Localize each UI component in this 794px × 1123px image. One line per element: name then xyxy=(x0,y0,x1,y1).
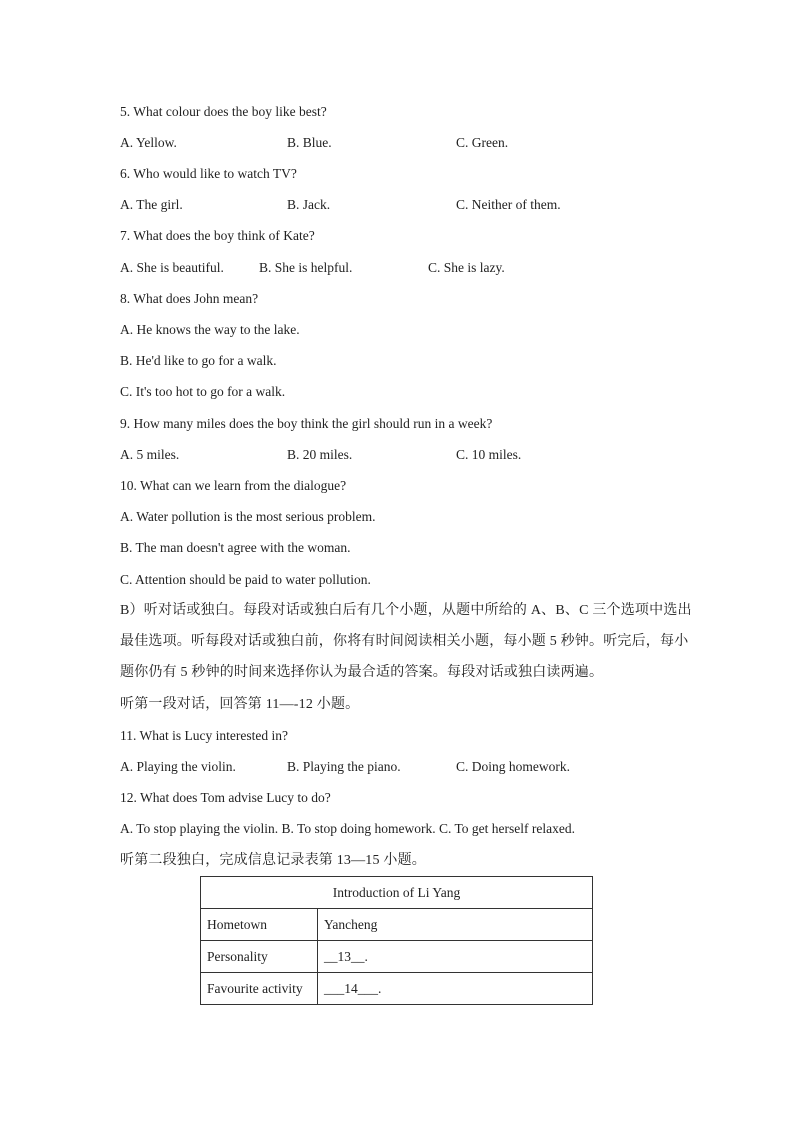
question-11-stem: 11. What is Lucy interested in? xyxy=(120,728,288,743)
question-10-option-b: B. The man doesn't agree with the woman. xyxy=(120,540,351,555)
table-blank-13[interactable]: __13__. xyxy=(318,941,593,973)
question-8-option-c: C. It's too hot to go for a walk. xyxy=(120,384,286,399)
table-blank-14[interactable]: ___14___. xyxy=(318,973,593,1005)
question-7-option-b: B. She is helpful. xyxy=(259,260,353,275)
table-key-hometown: Hometown xyxy=(201,909,318,941)
question-7-option-a: A. She is beautiful. xyxy=(120,260,224,275)
question-9-option-a: A. 5 miles. xyxy=(120,447,180,462)
question-12-options: A. To stop playing the violin. B. To stop doing homework. C. To get herself relaxed. xyxy=(120,821,575,836)
question-6-option-b: B. Jack. xyxy=(287,197,331,212)
question-6-stem: 6. Who would like to watch TV? xyxy=(120,166,297,181)
question-12-stem: 12. What does Tom advise Lucy to do? xyxy=(120,790,331,805)
question-8-option-a: A. He knows the way to the lake. xyxy=(120,322,300,337)
question-10-option-c: C. Attention should be paid to water pollution. xyxy=(120,572,371,587)
question-9-stem: 9. How many miles does the boy think the girl should run in a week? xyxy=(120,416,493,431)
question-11-option-a: A. Playing the violin. xyxy=(120,759,236,774)
question-9-option-c: C. 10 miles. xyxy=(456,447,522,462)
table-row xyxy=(201,973,593,1005)
table-row xyxy=(201,909,593,941)
question-7-option-c: C. She is lazy. xyxy=(428,260,505,275)
info-record-table xyxy=(200,876,593,1005)
question-10-stem: 10. What can we learn from the dialogue? xyxy=(120,478,347,493)
dialogue-1-heading: 听第一段对话，回答第 11—-12 小题。 xyxy=(120,697,360,712)
question-5-stem: 5. What colour does the boy like best? xyxy=(120,104,327,119)
table-title-row xyxy=(201,877,593,909)
question-8-option-b: B. He'd like to go for a walk. xyxy=(120,353,277,368)
question-9-option-b: B. 20 miles. xyxy=(287,447,353,462)
question-7-stem: 7. What does the boy think of Kate? xyxy=(120,228,315,243)
question-5-option-c: C. Green. xyxy=(456,135,509,150)
section-b-instruction-line-2: 最佳选项。听每段对话或独白前，你将有时间阅读相关小题，每小题 5 秒钟。听完后，每小 xyxy=(120,634,689,649)
question-11-option-b: B. Playing the piano. xyxy=(287,759,401,774)
question-6-option-c: C. Neither of them. xyxy=(456,197,561,212)
question-6-option-a: A. The girl. xyxy=(120,197,183,212)
question-10-option-a: A. Water pollution is the most serious problem. xyxy=(120,509,376,524)
table-value-hometown: Yancheng xyxy=(318,909,593,941)
question-11-option-c: C. Doing homework. xyxy=(456,759,570,774)
table-key-favourite-activity: Favourite activity xyxy=(201,973,318,1005)
table-row xyxy=(201,941,593,973)
section-b-instruction-line-3: 题你仍有 5 秒钟的时间来选择你认为最合适的答案。每段对话或独白读两遍。 xyxy=(120,665,604,680)
question-8-stem: 8. What does John mean? xyxy=(120,291,259,306)
table-key-personality: Personality xyxy=(201,941,318,973)
question-5-option-a: A. Yellow. xyxy=(120,135,177,150)
section-b-instruction-line-1: B）听对话或独白。每段对话或独白后有几个小题，从题中所给的 A、B、C 三个选项中选出 xyxy=(120,603,692,618)
monologue-2-heading: 听第二段独白，完成信息记录表第 13—15 小题。 xyxy=(120,853,426,868)
question-5-option-b: B. Blue. xyxy=(287,135,332,150)
table-title: Introduction of Li Yang xyxy=(201,877,593,909)
